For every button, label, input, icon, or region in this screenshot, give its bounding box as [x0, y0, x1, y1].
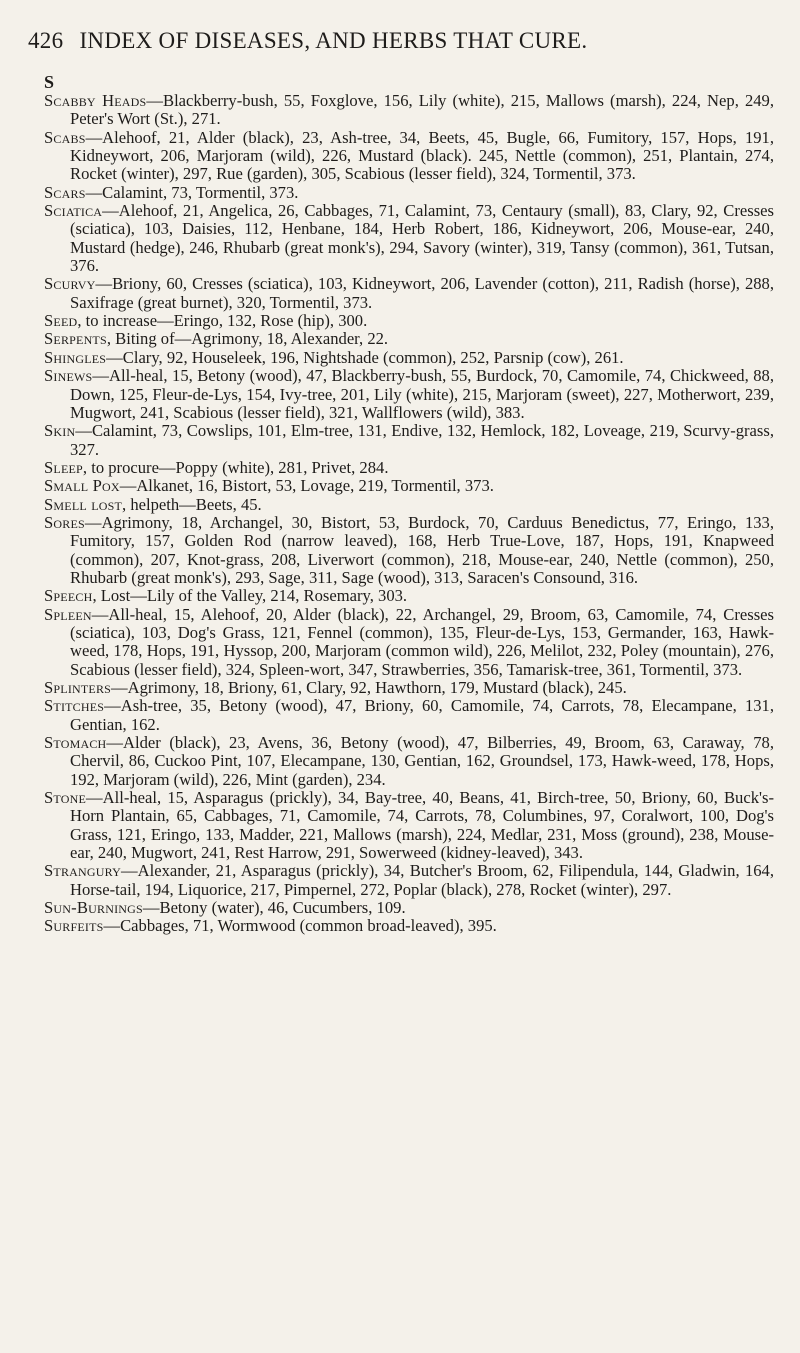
running-title: INDEX OF DISEASES, AND HERBS THAT CURE. — [79, 28, 588, 53]
entry-references: —Betony (water), 46, Cucumbers, 109. — [142, 898, 406, 918]
entry-heading: Surfeits — [44, 916, 104, 936]
entry-references: —Blackberry-bush, 55, Foxglove, 156, Lily (white), 215, Mallows (marsh), 224, Nep, 249, Peter's Wort (St.), 271. — [70, 91, 774, 129]
entry-references: —Calamint, 73, Tormentil, 373. — [85, 182, 299, 202]
index-entry — [44, 275, 774, 312]
entry-references: , Biting of—Agrimony, 18, Alexander, 22. — [106, 329, 389, 349]
index-entry — [44, 679, 774, 697]
index-entry — [44, 330, 774, 348]
entry-references: —Cabbages, 71, Wormwood (common broad-leaved), 395. — [103, 916, 497, 936]
index-entry — [44, 312, 774, 330]
index-entry — [44, 349, 774, 367]
entry-references: —Alehoof, 21, Alder (black), 23, Ash-tree, 34, Beets, 45, Bugle, 66, Fumitory, 157, Hops, 191, Kidneywort, 206, Marjoram (wild), 226, Mustard (black). 245, Nettle (common), 251, Plantain, 274, Rocket (winter), 297, Rue (garden), 305, Scabious (lesser field), 324, Tormentil, 373. — [70, 127, 774, 184]
index-entry — [44, 734, 774, 789]
entry-references: , to procure—Poppy (white), 281, Privet, 284. — [82, 457, 389, 477]
index-entry — [44, 129, 774, 184]
entry-references: —All-heal, 15, Betony (wood), 47, Blackberry-bush, 55, Burdock, 70, Camomile, 74, Chickweed, 88, Down, 125, Fleur-de-Lys, 154, Ivy-tree, 201, Lily (white), 215, Marjoram (sweet), 227, Motherwort, 239, Mugwort, 241, Scabious (lesser field), 321, Wallflowers (wild), 383. — [70, 366, 774, 422]
index-entry — [44, 184, 774, 202]
entry-references: —Clary, 92, Houseleek, 196, Nightshade (common), 252, Parsnip (cow), 261. — [106, 347, 624, 367]
entry-references: —Alder (black), 23, Avens, 36, Betony (wood), 47, Bilberries, 49, Broom, 63, Caraway, 78, Chervil, 86, Cuckoo Pint, 107, Elecampane, 130, Gentian, 162, Groundsel, 173, Hawk-weed, 178, Hops, 192, Marjoram (wild), 226, Mint (garden), 234. — [70, 733, 774, 789]
index-entry — [44, 496, 774, 514]
page-number: 426 — [28, 28, 64, 53]
index-entry — [44, 917, 774, 935]
page-header — [28, 28, 788, 54]
entry-heading: Strangury — [44, 861, 122, 881]
entry-heading: Stone — [44, 788, 87, 808]
index-entry — [44, 697, 774, 734]
entry-heading: Splinters — [44, 678, 112, 697]
entry-references: —Agrimony, 18, Briony, 61, Clary, 92, Hawthorn, 179, Mustard (black), 245. — [111, 678, 627, 697]
entry-heading: Stitches — [44, 696, 105, 716]
index-entry — [44, 202, 774, 275]
index-entry — [44, 789, 774, 862]
entry-heading: Spleen — [44, 604, 92, 624]
entry-references: —Briony, 60, Cresses (sciatica), 103, Kidneywort, 206, Lavender (cotton), 211, Radish (horse), 288, Saxifrage (great burnet), 320, Tormentil, 373. — [70, 274, 774, 312]
entry-references: —Alkanet, 16, Bistort, 53, Lovage, 219, Tormentil, 373. — [119, 476, 494, 496]
entry-heading: Smell lost — [44, 494, 123, 514]
entry-heading: Seed — [44, 311, 78, 331]
entry-references: —All-heal, 15, Alehoof, 20, Alder (black), 22, Archangel, 29, Broom, 63, Camomile, 74, Cresses (sciatica), 103, Dog's Grass, 121, Fennel (common), 135, Fleur-de-Lys, 153, Germander, 163, Hawk-weed, 178, Hops, 191, Hyssop, 200, Marjoram (common wild), 226, Melilot, 232, Poley (mountain), 276, Scabious (lesser field), 324, Spleen-wort, 347, Strawberries, 356, Tamarisk-tree, 361, Tormentil, 373. — [70, 604, 774, 679]
index-entry — [44, 422, 774, 459]
entry-heading: Scurvy — [44, 274, 96, 294]
entry-heading: Serpents — [44, 329, 107, 349]
entry-heading: Sleep — [44, 457, 83, 477]
index-entry — [44, 459, 774, 477]
entry-references: —Calamint, 73, Cowslips, 101, Elm-tree, 131, Endive, 132, Hemlock, 182, Loveage, 219, Scurvy-grass, 327. — [70, 421, 774, 459]
entry-references: —Alehoof, 21, Angelica, 26, Cabbages, 71, Calamint, 73, Centaury (small), 83, Clary, 92, Cresses (sciatica), 103, Daisies, 112, Henbane, 184, Herb Robert, 186, Kidneywort, 206, Mouse-ear, 240, Mustard (hedge), 246, Rhubarb (great monk's), 294, Savory (winter), 319, Tansy (common), 361, Tutsan, 376. — [70, 201, 774, 276]
index-entry — [44, 92, 774, 129]
index-entry — [44, 477, 774, 495]
entry-references: , helpeth—Beets, 45. — [122, 494, 262, 514]
entry-references: , Lost—Lily of the Valley, 214, Rosemary, 303. — [92, 586, 408, 606]
entry-heading: Scabby Heads — [44, 91, 147, 110]
entry-references: —Alexander, 21, Asparagus (prickly), 34, Butcher's Broom, 62, Filipendula, 144, Gladwin, 164, Horse-tail, 194, Liquorice, 217, Pimpernel, 272, Poplar (black), 278, Rocket (winter), 297. — [70, 861, 774, 899]
entry-references: —Agrimony, 18, Archangel, 30, Bistort, 53, Burdock, 70, Carduus Benedictus, 77, Eringo, 133, Fumitory, 157, Golden Rod (narrow leaved), 168, Herb True-Love, 187, Hops, 191, Knapweed (common), 207, Knot-grass, 208, Liverwort (common), 218, Mouse-ear, 240, Nettle (common), 250, Rhubarb (great monk's), 293, Sage, 311, Sage (wood), 313, Saracen's Consound, 316. — [70, 512, 774, 587]
entry-heading: Speech — [44, 586, 93, 606]
entry-heading: Skin — [44, 421, 76, 441]
entry-references: , to increase—Eringo, 132, Rose (hip), 300. — [77, 311, 368, 331]
index-entry — [44, 514, 774, 587]
index-entries — [44, 92, 774, 936]
entry-heading: Sun-Burnings — [44, 898, 143, 918]
entry-references: —All-heal, 15, Asparagus (prickly), 34, Bay-tree, 40, Beans, 41, Birch-tree, 50, Briony, 60, Buck's-Horn Plantain, 65, Cabbages, 71, Camomile, 74, Carrots, 78, Columbines, 97, Coralwort, 100, Dog's Grass, 121, Eringo, 133, Madder, 221, Mallows (marsh), 224, Medlar, 231, Moss (ground), 238, Mouse-ear, 240, Mugwort, 241, Rest Harrow, 291, Sowerweed (kidney-leaved), 343. — [70, 788, 774, 863]
entry-heading: Sinews — [44, 366, 93, 386]
entry-heading: Small Pox — [44, 476, 120, 496]
section-letter: S — [44, 72, 55, 92]
index-entry — [44, 587, 774, 605]
entry-heading: Stomach — [44, 733, 107, 753]
entry-heading: Scars — [44, 182, 86, 202]
entry-heading: Shingles — [44, 347, 107, 367]
index-entry — [44, 367, 774, 422]
entry-heading: Scabs — [44, 127, 86, 147]
entry-references: —Ash-tree, 35, Betony (wood), 47, Briony, 60, Camomile, 74, Carrots, 78, Elecampane, 131, Gentian, 162. — [70, 696, 774, 734]
index-entry — [44, 899, 774, 917]
entry-heading: Sciatica — [44, 201, 103, 221]
entry-heading: Sores — [44, 512, 85, 532]
index-entry — [44, 862, 774, 899]
index-entry — [44, 606, 774, 679]
